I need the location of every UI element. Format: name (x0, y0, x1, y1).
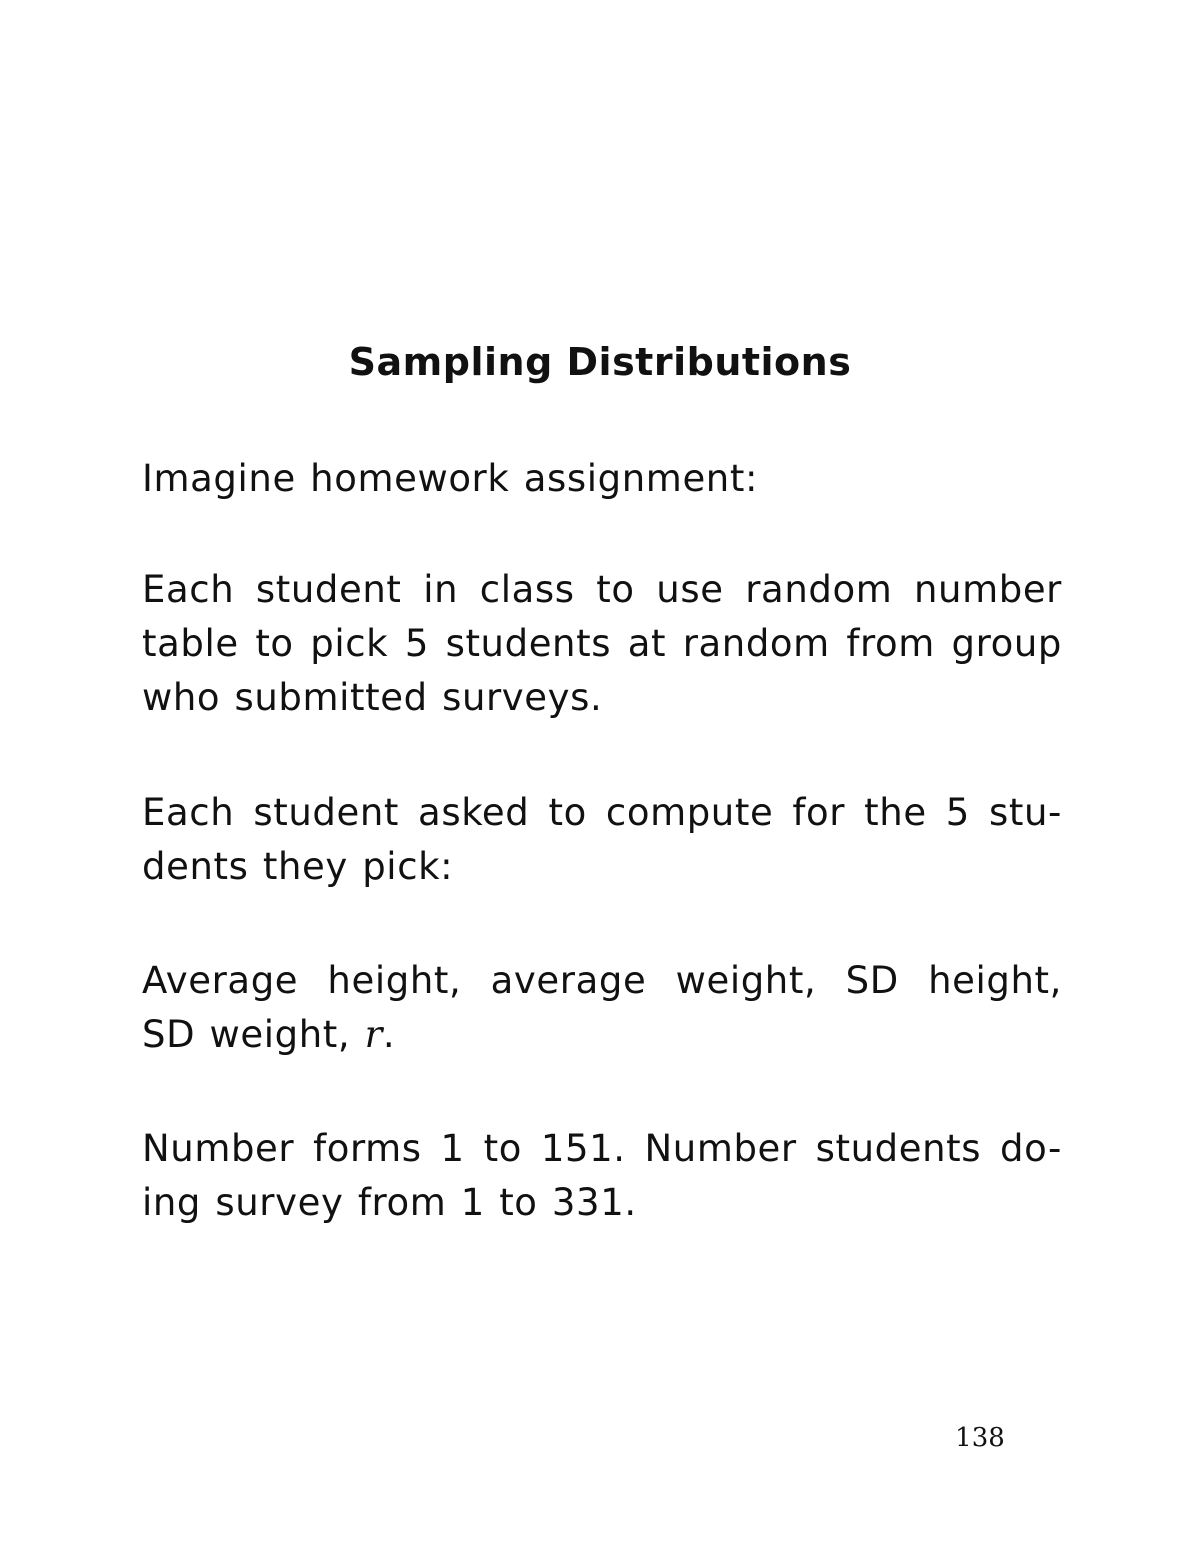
paragraph-numbering (142, 1122, 1062, 1230)
paragraph-line: ing survey from 1 to 331. (142, 1181, 637, 1224)
page-title: Sampling Distributions (348, 340, 852, 384)
paragraph-line-trailing: . (382, 1013, 396, 1056)
paragraph-intro (142, 452, 1062, 506)
paragraph-compute (142, 786, 1062, 894)
paragraph-line-text: SD weight, (142, 1013, 365, 1056)
page-number: 138 (955, 1423, 1005, 1453)
paragraph-line: who submitted surveys. (142, 676, 603, 719)
paragraph-random-selection (142, 563, 1062, 725)
paragraph-line: Each student in class to use random number (142, 568, 1062, 611)
paragraph-line: table to pick 5 students at random from group (142, 622, 1062, 665)
paragraph-line-with-math (142, 1008, 1062, 1062)
paragraph-line: dents they pick: (142, 845, 454, 888)
paragraph-line: Imagine homework assignment: (142, 457, 759, 500)
paragraph-statistics (142, 954, 1062, 1062)
math-variable-r: r (364, 1013, 383, 1056)
paragraph-line: Average height, average weight, SD height, (142, 959, 1062, 1002)
paragraph-line: Number forms 1 to 151. Number students do- (142, 1127, 1062, 1170)
paragraph-line: Each student asked to compute for the 5 stu- (142, 791, 1062, 834)
